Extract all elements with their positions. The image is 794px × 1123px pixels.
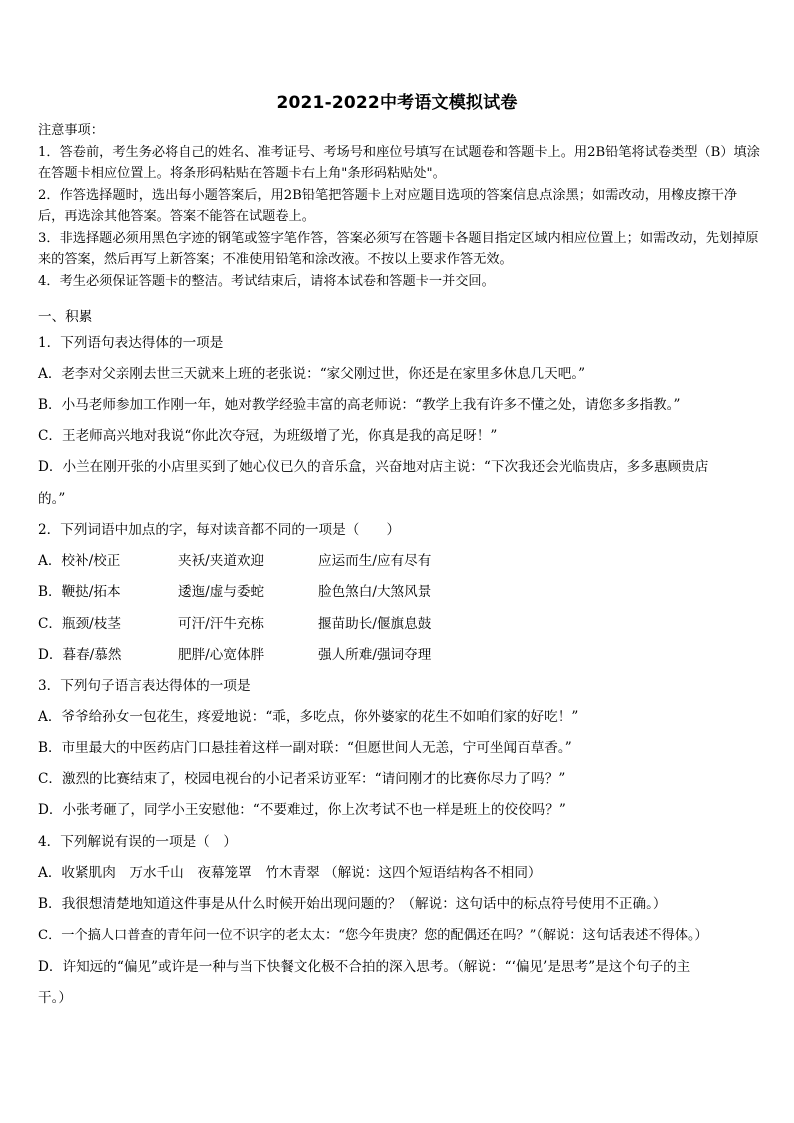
q1-option-a: A．老李对父亲刚去世三天就来上班的老张说：“家父刚过世，你还是在家里多休息几天吧。” xyxy=(38,366,586,382)
q2-option-a xyxy=(38,551,768,572)
notice-item: 3．非选择题必须用黑色字迹的钢笔或签字笔作答，答案必须写在答题卡各题目指定区域内相应位置上；如需改动，先划掉原来的答案，然后再写上新答案；不准使用铅笔和涂改液。不按以上要求作答无效。 xyxy=(38,230,759,267)
q1-option-d-cont: 的。” xyxy=(38,491,66,507)
q4-option-d: D．许知远的“偏见”或许是一种与当下快餐文化极不合拍的深入思考。（解说：“‘偏见’是思考”是这个句子的主 xyxy=(38,959,691,975)
q4-stem: 4．下列解说有误的一项是（ ） xyxy=(38,834,237,850)
page-title: 2021-2022中考语文模拟试卷 xyxy=(276,93,518,113)
q3-option-d: D．小张考砸了，同学小王安慰他：“不要难过，你上次考试不也一样是班上的佼佼吗？” xyxy=(38,802,566,818)
q1-option-c: C．王老师高兴地对我说“你此次夺冠，为班级增了光，你真是我的高足呀！” xyxy=(38,428,498,444)
section-heading: 一、积累 xyxy=(38,309,93,325)
notice-block xyxy=(38,120,760,292)
q4-option-b: B．我很想清楚地知道这件事是从什么时候开始出现问题的？（解说：这句话中的标点符号使用不正确。） xyxy=(38,896,667,912)
q2-option-b xyxy=(38,582,768,603)
q1-option-b: B．小马老师参加工作刚一年，她对教学经验丰富的高老师说：“教学上我有许多不懂之处，请您多多指教。” xyxy=(38,397,681,413)
notice-item: 1．答卷前，考生务必将自己的姓名、准考证号、考场号和座位号填写在试题卷和答题卡上。用2B铅笔将试卷类型（B）填涂在答题卡相应位置上。将条形码粘贴在答题卡右上角"条形码粘贴处"。 xyxy=(38,144,760,181)
q2-c-pair-3: 揠苗助长/偃旗息鼓 xyxy=(318,616,432,632)
q2-b-pair-1: B．鞭挞/拓本 xyxy=(38,584,121,600)
q2-a-pair-3: 应运而生/应有尽有 xyxy=(318,553,432,569)
notice-item: 2．作答选择题时，选出每小题答案后，用2B铅笔把答题卡上对应题目选项的答案信息点涂黑；如需改动，用橡皮擦干净后，再选涂其他答案。答案不能答在试题卷上。 xyxy=(38,187,738,224)
q3-option-a: A．爷爷给孙女一包花生，疼爱地说：“乖，多吃点，你外婆家的花生不如咱们家的好吃！” xyxy=(38,709,579,725)
q2-option-c xyxy=(38,614,768,635)
q1-option-d: D．小兰在刚开张的小店里买到了她心仪已久的音乐盒，兴奋地对店主说：“下次我还会光临贵店，多多惠顾贵店 xyxy=(38,459,709,475)
q2-b-pair-2: 逶迤/虚与委蛇 xyxy=(178,584,265,600)
q4-option-c: C．一个搞人口普查的青年问一位不识字的老太太：“您今年贵庚？您的配偶还在吗？”（解说：这句话表述不得体。） xyxy=(38,928,708,943)
q2-c-pair-2: 可汗/汗牛充栋 xyxy=(178,616,265,632)
q2-d-pair-1: D．暮春/慕然 xyxy=(38,647,122,663)
q3-stem: 3．下列句子语言表达得体的一项是 xyxy=(38,678,251,694)
q2-d-pair-2: 肥胖/心宽体胖 xyxy=(178,647,265,663)
q4-option-d-cont: 干。） xyxy=(38,990,72,1006)
notice-item: 4．考生必须保证答题卡的整洁。考试结束后，请将本试卷和答题卡一并交回。 xyxy=(38,273,495,289)
q2-d-pair-3: 强人所难/强词夺理 xyxy=(318,647,432,663)
q3-option-b: B．市里最大的中医药店门口悬挂着这样一副对联：“但愿世间人无恙，宁可坐闻百草香。” xyxy=(38,740,572,756)
q2-a-pair-2: 夹袄/夹道欢迎 xyxy=(178,553,265,569)
q2-b-pair-3: 脸色煞白/大煞风景 xyxy=(318,584,432,600)
q2-a-pair-1: A．校补/校正 xyxy=(38,553,121,569)
q2-option-d xyxy=(38,645,768,666)
q2-stem: 2．下列词语中加点的字，每对读音都不同的一项是（ ） xyxy=(38,522,401,538)
q1-stem: 1．下列语句表达得体的一项是 xyxy=(38,335,224,351)
q2-c-pair-1: C．瓶颈/枝茎 xyxy=(38,616,121,632)
q4-option-a: A．收紧肌肉 万水千山 夜幕笼罩 竹木青翠 （解说：这四个短语结构各不相同） xyxy=(38,865,542,881)
notice-heading: 注意事项： xyxy=(38,123,104,138)
q3-option-c: C．激烈的比赛结束了，校园电视台的小记者采访亚军：“请问刚才的比赛你尽力了吗？” xyxy=(38,771,566,787)
